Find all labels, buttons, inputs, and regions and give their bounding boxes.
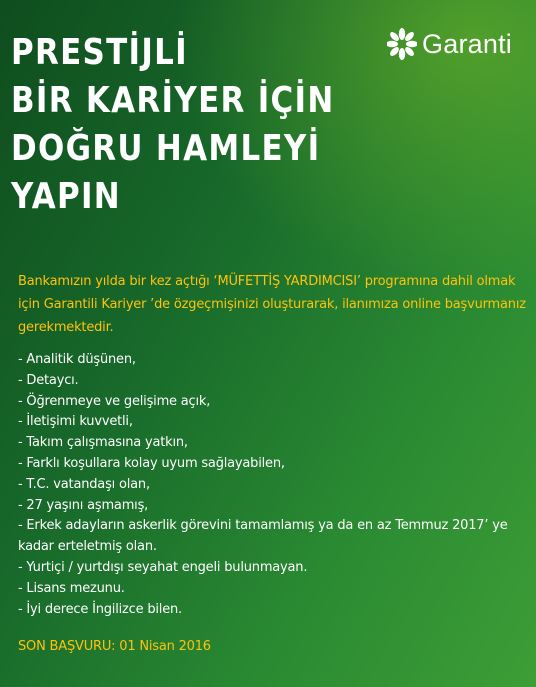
requirement-item: - Öğrenmeye ve gelişime açık, xyxy=(18,393,211,409)
application-deadline: SON BAŞVURU: 01 Nisan 2016 xyxy=(18,639,211,654)
requirement-item: - İyi derece İngilizce bilen. xyxy=(18,601,182,617)
headline-line: PRESTİJLİ xyxy=(11,32,188,73)
requirement-item: - İletişimi kuvvetli, xyxy=(18,414,133,430)
requirement-item: - Analitik düşünen, xyxy=(18,352,136,367)
requirement-item: - Lisans mezunu. xyxy=(18,580,125,596)
requirement-item: - 27 yaşını aşmamış, xyxy=(18,497,149,513)
headline-line: YAPIN xyxy=(11,176,121,217)
headline xyxy=(11,29,335,221)
requirement-item: - Takım çalışmasına yatkın, xyxy=(18,435,188,451)
garanti-logo xyxy=(387,24,512,64)
logo-text: Garanti xyxy=(422,28,512,59)
requirement-item: - Detaycı. xyxy=(18,372,79,388)
intro-paragraph: Bankamızın yılda bir kez açtığı ‘MÜFETTİŞ YARDIMCISI’ programına dahil olmak için Garantili Kariyer ’de özgeçmişinizi oluşturarak, ilanımıza online başvurmanız gerekmektedir. xyxy=(18,274,526,335)
headline-line: BİR KARİYER İÇİN xyxy=(11,80,335,121)
clover-icon xyxy=(387,28,417,60)
requirement-item: - Farklı koşullara kolay uyum sağlayabilen, xyxy=(18,455,285,471)
requirement-item: - Erkek adayların askerlik görevini tamamlamış ya da en az Temmuz 2017’ ye kadar erteletmiş olan. xyxy=(18,518,508,555)
headline-line: DOĞRU HAMLEYİ xyxy=(11,128,321,169)
requirements-list xyxy=(18,350,528,620)
requirement-item: - T.C. vatandaşı olan, xyxy=(18,476,150,492)
requirement-item: - Yurtiçi / yurtdışı seyahat engeli bulunmayan. xyxy=(18,559,308,575)
